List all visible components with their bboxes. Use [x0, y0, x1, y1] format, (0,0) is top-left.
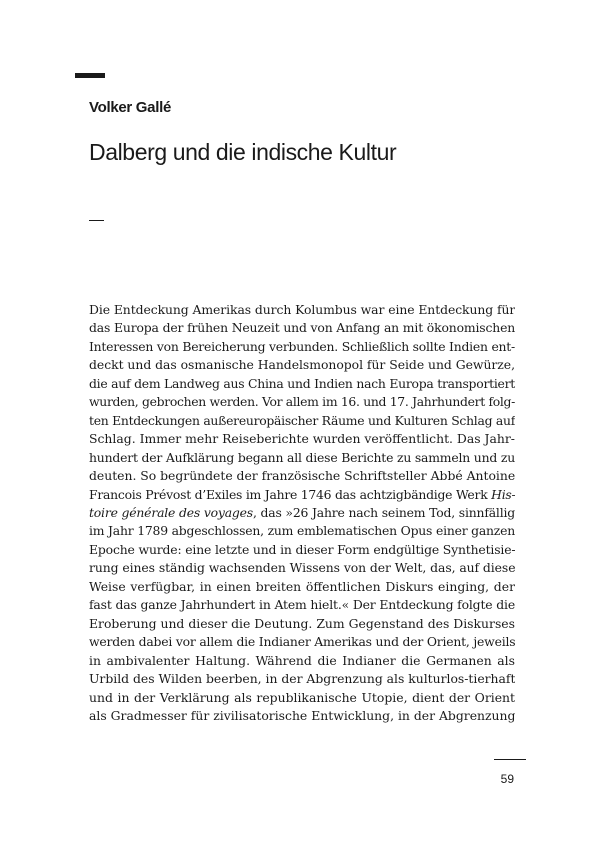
body-line: Urbild des Wilden beerben, in der Abgrenzung als kulturlos-tierhaft — [89, 671, 515, 687]
footer-rule — [494, 759, 526, 760]
body-line: deckt und das osmanische Handelsmonopol für Seide und Gewürze, — [89, 357, 515, 373]
body-line: und in der Verklärung als republikanische Utopie, dient der Orient — [89, 689, 515, 705]
body-line — [89, 504, 515, 522]
body-line: Interessen von Bereicherung verbunden. Schließlich sollte Indien ent- — [89, 338, 515, 354]
book-title-part: toire générale des voyages — [89, 504, 253, 520]
body-line: Schlag. Immer mehr Reiseberichte wurden veröffentlicht. Das Jahr- — [89, 431, 515, 447]
author-name: Volker Gallé — [89, 99, 171, 116]
body-line: hundert der Aufklärung begann all diese Berichte zu sammeln und zu — [89, 449, 515, 465]
body-line: Die Entdeckung Amerikas durch Kolumbus war eine Entdeckung für — [89, 302, 515, 317]
body-line — [89, 486, 515, 504]
body-text — [89, 301, 515, 725]
header-accent-bar — [75, 73, 105, 78]
book-title-part: His- — [491, 486, 515, 502]
body-line-text: Francois Prévost d’Exiles im Jahre 1746 das achtzigbändige Werk — [89, 486, 488, 502]
body-line: Epoche wurde: eine letzte und in dieser Form endgültige Synthetisie- — [89, 541, 515, 557]
body-line: wurden, gebrochen werden. Vor allem im 16. und 17. Jahrhundert folg- — [89, 394, 515, 410]
body-line: fast das ganze Jahrhundert in Atem hielt.« Der Entdeckung folgte die — [89, 597, 515, 613]
body-line: deuten. So begründete der französische Schriftsteller Abbé Antoine — [89, 468, 515, 484]
page-number: 59 — [500, 772, 514, 786]
article-title: Dalberg und die indische Kultur — [89, 139, 397, 165]
body-line: Eroberung und dieser die Deutung. Zum Gegenstand des Diskurses — [89, 615, 515, 631]
body-line: rung eines ständig wachsenden Wissens von der Welt, das, auf diese — [89, 560, 515, 576]
body-line: Weise verfügbar, in einen breiten öffentlichen Diskurs einging, der — [89, 578, 515, 594]
body-line: die auf dem Landweg aus China und Indien nach Europa transportiert — [89, 375, 515, 391]
body-line: in ambivalenter Haltung. Während die Indianer die Germanen als — [89, 652, 515, 668]
title-rule — [89, 220, 104, 221]
body-line-text: , das »26 Jahre nach seinem Tod, sinnfällig — [252, 504, 515, 520]
body-line: als Gradmesser für zivilisatorische Entwicklung, in der Abgrenzung — [89, 707, 515, 723]
body-line: im Jahr 1789 abgeschlossen, zum emblematischen Opus einer ganzen — [89, 523, 515, 539]
body-line: ten Entdeckungen außereuropäischer Räume und Kulturen Schlag auf — [89, 412, 515, 428]
body-line: das Europa der frühen Neuzeit und von Anfang an mit ökonomischen — [89, 320, 515, 336]
body-line: werden dabei vor allem die Indianer Amerikas und der Orient, jeweils — [89, 634, 515, 650]
